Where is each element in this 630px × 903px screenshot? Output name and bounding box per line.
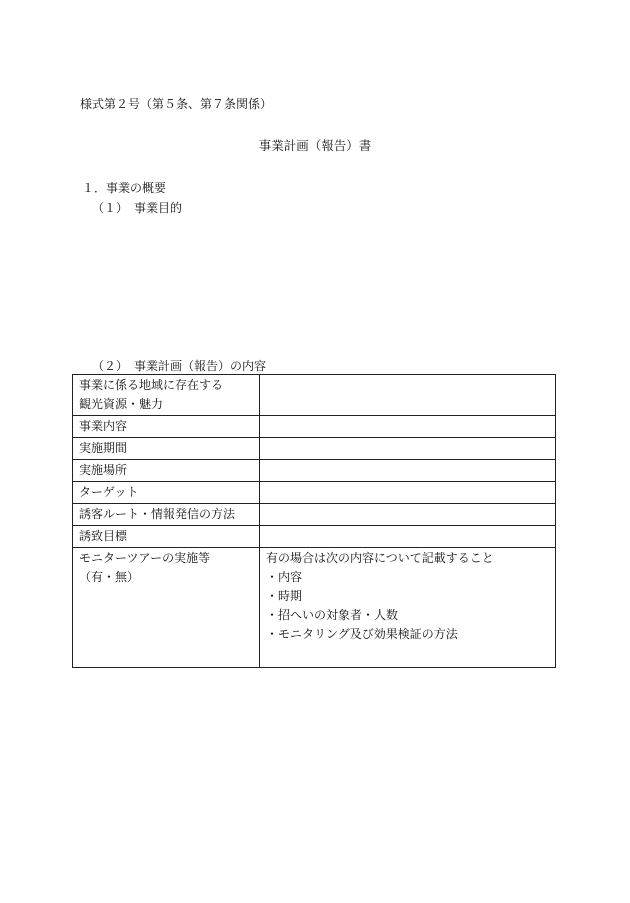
subsection-purpose-heading: （１） 事業目的 <box>92 201 183 215</box>
row-label-target: ターゲット <box>73 482 260 504</box>
instruction-line: 有の場合は次の内容について記載すること <box>266 551 494 565</box>
label-line: モニターツアーの実施等 <box>79 551 211 565</box>
value-cell-monitor-tour[interactable] <box>260 548 556 668</box>
value-cell-period[interactable] <box>260 438 556 460</box>
row-label-period: 実施期間 <box>73 438 260 460</box>
label-line: 事業に係る地域に存在する <box>79 378 224 392</box>
table-row <box>73 482 556 504</box>
instruction-line: ・招へいの対象者・人数 <box>266 608 399 622</box>
instruction-line: ・モニタリング及び効果検証の方法 <box>266 627 458 641</box>
subsection-plan-contents-heading: （２） 事業計画（報告）の内容 <box>92 359 267 373</box>
section-1-heading: １．事業の概要 <box>82 181 167 195</box>
value-cell-target[interactable] <box>260 482 556 504</box>
instruction-line: ・内容 <box>266 570 303 584</box>
label-line: （有・無） <box>79 570 140 584</box>
value-cell-tourism-resources[interactable] <box>260 375 556 416</box>
value-cell-location[interactable] <box>260 460 556 482</box>
row-label-tourism-resources <box>73 375 260 416</box>
instruction-line: ・時期 <box>266 589 303 603</box>
plan-contents-table <box>72 374 556 668</box>
table-row <box>73 438 556 460</box>
document-title: 事業計画（報告）書 <box>258 138 372 153</box>
table-row <box>73 526 556 548</box>
value-cell-route-info[interactable] <box>260 504 556 526</box>
table-row <box>73 548 556 668</box>
value-cell-goal[interactable] <box>260 526 556 548</box>
row-label-goal: 誘致目標 <box>73 526 260 548</box>
value-cell-business-content[interactable] <box>260 416 556 438</box>
label-line: 観光資源・魅力 <box>79 397 164 411</box>
table-row <box>73 460 556 482</box>
table-row <box>73 375 556 416</box>
row-label-route-info: 誘客ルート・情報発信の方法 <box>73 504 260 526</box>
table-row <box>73 416 556 438</box>
form-number: 様式第２号（第５条、第７条関係） <box>80 97 273 111</box>
row-label-business-content: 事業内容 <box>73 416 260 438</box>
row-label-location: 実施場所 <box>73 460 260 482</box>
table-row <box>73 504 556 526</box>
row-label-monitor-tour <box>73 548 260 668</box>
